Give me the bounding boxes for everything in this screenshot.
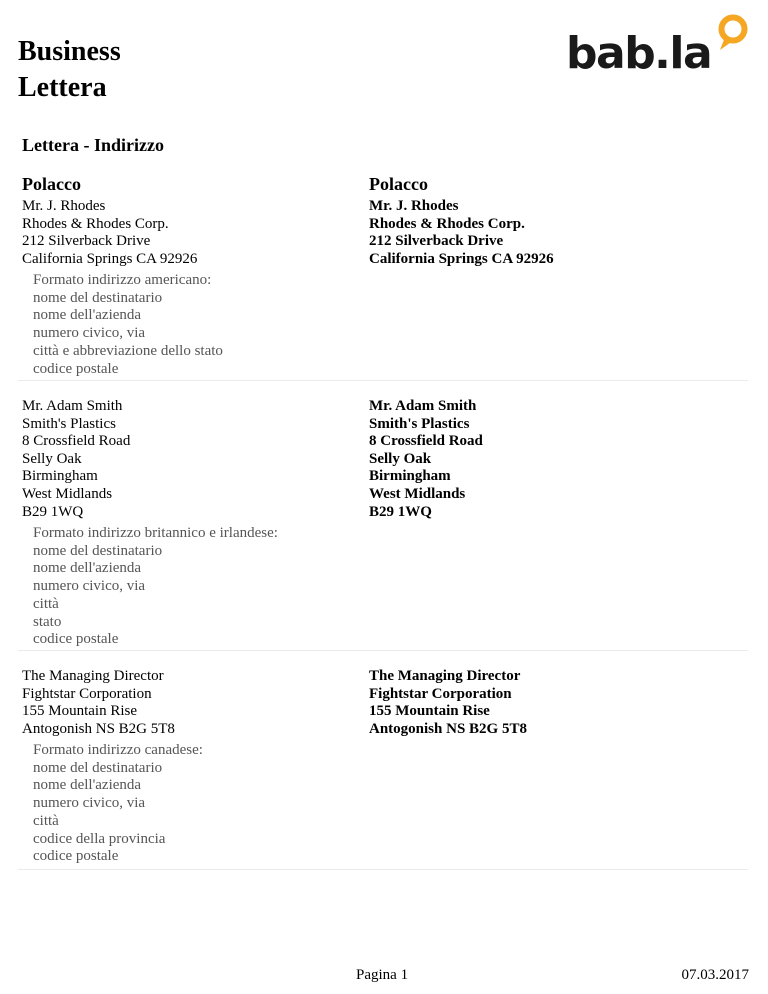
format-note <box>33 272 223 378</box>
address-line: Fightstar Corporation <box>369 685 512 702</box>
note-line: codice postale <box>33 360 119 377</box>
address-line: Mr. J. Rhodes <box>22 198 106 214</box>
note-line: Formato indirizzo canadese: <box>33 742 203 758</box>
address-line: Mr. Adam Smith <box>22 398 123 414</box>
address-line: Smith's Plastics <box>369 415 470 432</box>
column-header-left: Polacco <box>22 174 81 194</box>
speech-bubble-icon <box>716 14 750 54</box>
address-line: The Managing Director <box>369 668 521 684</box>
note-line: nome del destinatario <box>33 289 163 306</box>
address-line: West Midlands <box>22 485 113 502</box>
address-line: Mr. J. Rhodes <box>369 198 459 214</box>
address-line: Birmingham <box>369 468 451 485</box>
note-line: numero civico, via <box>33 325 146 342</box>
address-line: California Springs CA 92926 <box>369 250 554 267</box>
bab-la-logo <box>566 14 752 78</box>
column-header-right: Polacco <box>369 174 428 194</box>
address-line: West Midlands <box>369 485 466 502</box>
note-line: stato <box>33 613 62 630</box>
note-line: codice postale <box>33 631 119 648</box>
note-line: nome dell'azienda <box>33 560 142 577</box>
note-line: codice della provincia <box>33 830 166 847</box>
address-line: California Springs CA 92926 <box>22 250 198 267</box>
address-line: Rhodes & Rhodes Corp. <box>369 215 525 232</box>
address-line: 8 Crossfield Road <box>22 433 131 450</box>
section-heading: Lettera - Indirizzo <box>22 135 164 155</box>
source-address <box>22 398 130 521</box>
address-line: Fightstar Corporation <box>22 685 152 702</box>
address-line: 212 Silverback Drive <box>369 233 504 250</box>
note-line: città <box>33 595 59 612</box>
address-entry <box>18 668 748 870</box>
note-line: Formato indirizzo americano: <box>33 272 212 288</box>
logo-text: bab.la <box>566 28 712 79</box>
note-line: codice postale <box>33 848 119 865</box>
title-line-1: Business <box>18 36 121 67</box>
address-line: 212 Silverback Drive <box>22 233 151 250</box>
address-line: The Managing Director <box>22 668 164 684</box>
translated-address <box>369 398 483 521</box>
address-line: Antogonish NS B2G 5T8 <box>369 720 527 737</box>
address-line: 8 Crossfield Road <box>369 433 483 450</box>
translated-address <box>369 198 554 268</box>
note-line: nome del destinatario <box>33 759 163 776</box>
note-line: numero civico, via <box>33 795 146 812</box>
document-date: 07.03.2017 <box>681 967 749 983</box>
translated-address <box>369 668 527 738</box>
address-line: Mr. Adam Smith <box>369 398 477 414</box>
address-entry <box>18 398 748 651</box>
address-line: B29 1WQ <box>22 503 84 520</box>
note-line: numero civico, via <box>33 578 146 595</box>
note-line: città e abbreviazione dello stato <box>33 342 223 359</box>
note-line: Formato indirizzo britannico e irlandese: <box>33 525 278 541</box>
address-line: Rhodes & Rhodes Corp. <box>22 215 169 232</box>
address-line: Selly Oak <box>369 450 432 467</box>
address-line: B29 1WQ <box>369 503 432 520</box>
address-line: 155 Mountain Rise <box>369 703 490 720</box>
page-number: Pagina 1 <box>356 967 409 983</box>
address-line: Smith's Plastics <box>22 415 116 432</box>
note-line: nome del destinatario <box>33 542 163 559</box>
source-address <box>22 198 197 268</box>
address-entry <box>18 198 748 381</box>
note-line: città <box>33 812 59 829</box>
address-line: Selly Oak <box>22 450 82 467</box>
format-note <box>33 525 278 649</box>
document-title <box>18 34 121 106</box>
note-line: nome dell'azienda <box>33 307 142 324</box>
address-line: Antogonish NS B2G 5T8 <box>22 720 175 737</box>
format-note <box>33 742 203 866</box>
title-line-2: Lettera <box>18 72 107 103</box>
address-line: Birmingham <box>22 468 98 485</box>
source-address <box>22 668 175 738</box>
address-line: 155 Mountain Rise <box>22 703 137 720</box>
note-line: nome dell'azienda <box>33 777 142 794</box>
